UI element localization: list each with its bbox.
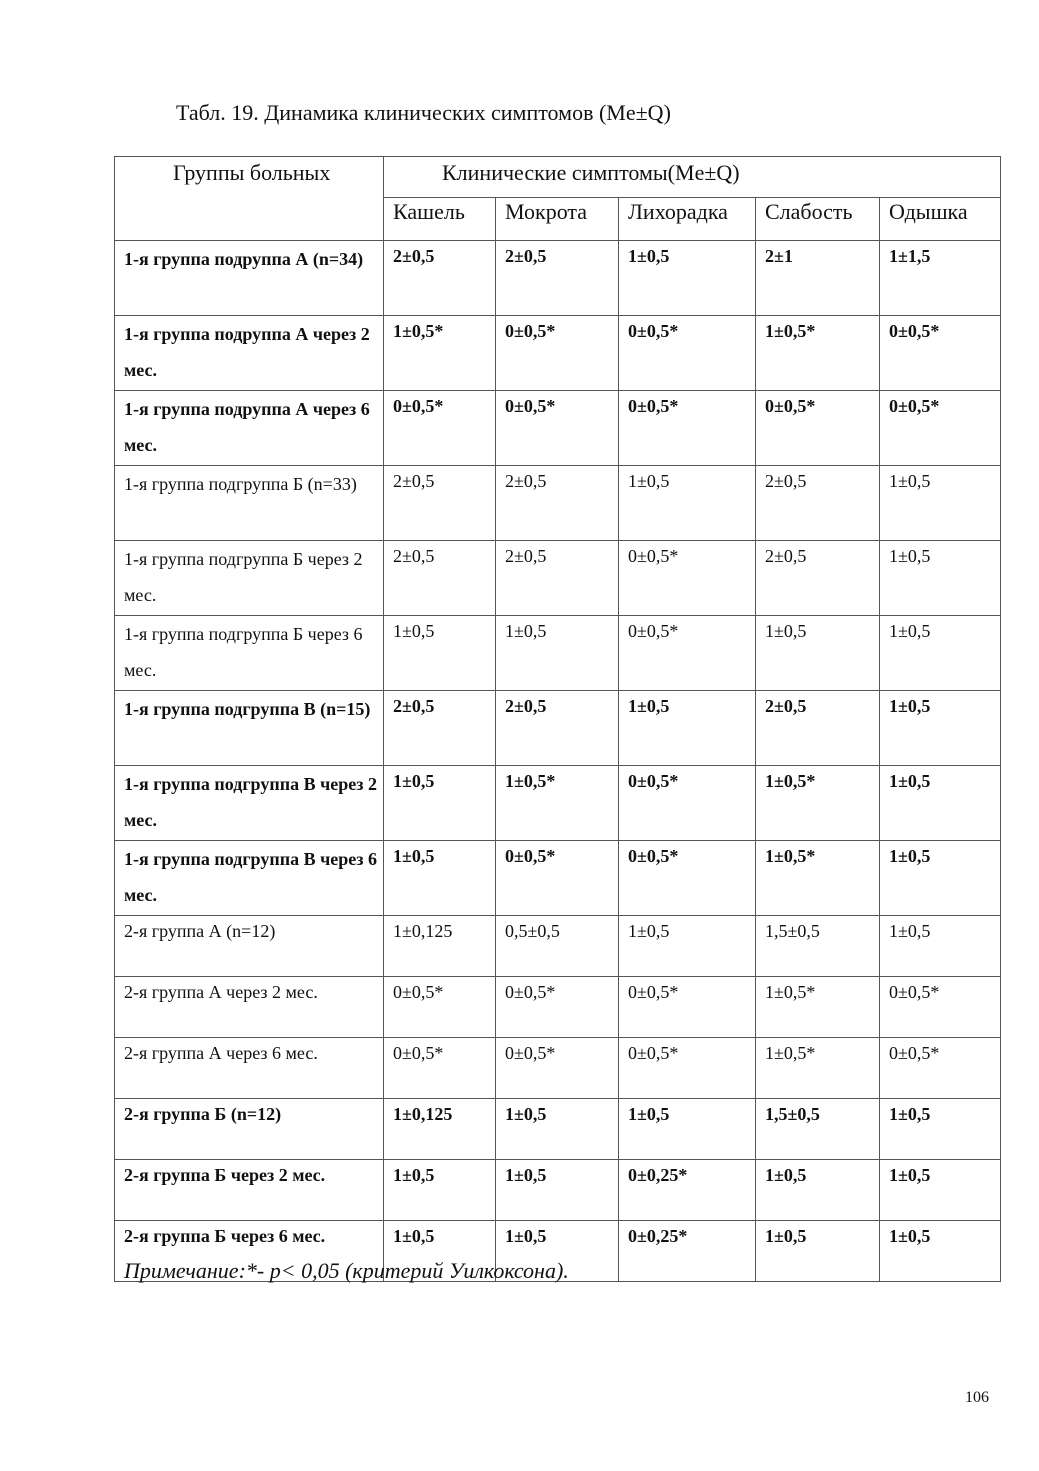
value-cell: 0±0,5* xyxy=(756,391,880,466)
value-cell: 0±0,5* xyxy=(880,977,1001,1038)
value-cell: 0±0,5* xyxy=(384,1038,496,1099)
value-cell: 1±0,5* xyxy=(384,316,496,391)
value-cell: 1±0,5 xyxy=(880,1221,1001,1282)
value-cell: 2±0,5 xyxy=(496,691,619,766)
value-cell: 2±0,5 xyxy=(384,691,496,766)
value-cell: 1±1,5 xyxy=(880,241,1001,316)
value-cell: 1±0,5 xyxy=(756,1160,880,1221)
value-cell: 1±0,5 xyxy=(619,466,756,541)
value-cell: 0±0,5* xyxy=(880,391,1001,466)
group-cell: 1-я группа подгруппа Б через 6 мес. xyxy=(115,616,384,691)
symptoms-table xyxy=(114,156,1001,1282)
table-row xyxy=(115,466,1001,541)
value-cell: 1±0,5 xyxy=(880,841,1001,916)
table-row xyxy=(115,616,1001,691)
group-cell: 2-я группа Б через 2 мес. xyxy=(115,1160,384,1221)
value-cell: 1±0,5 xyxy=(384,766,496,841)
value-cell: 2±0,5 xyxy=(384,241,496,316)
header-groups: Группы больных xyxy=(115,157,384,241)
value-cell: 0±0,5* xyxy=(619,616,756,691)
value-cell: 1±0,5 xyxy=(756,1221,880,1282)
value-cell: 1±0,5 xyxy=(880,766,1001,841)
group-cell: 2-я группа А через 2 мес. xyxy=(115,977,384,1038)
value-cell: 1±0,5* xyxy=(496,766,619,841)
value-cell: 1±0,5 xyxy=(619,691,756,766)
value-cell: 1±0,5 xyxy=(619,1099,756,1160)
value-cell: 0±0,5* xyxy=(619,541,756,616)
value-cell: 1±0,5 xyxy=(880,1160,1001,1221)
table-row xyxy=(115,977,1001,1038)
value-cell: 0±0,5* xyxy=(619,391,756,466)
value-cell: 1±0,5 xyxy=(880,466,1001,541)
value-cell: 1±0,5 xyxy=(880,616,1001,691)
group-cell: 1-я группа подгруппа В через 2 мес. xyxy=(115,766,384,841)
value-cell: 1±0,125 xyxy=(384,1099,496,1160)
value-cell: 1±0,5 xyxy=(384,616,496,691)
table-row xyxy=(115,691,1001,766)
table-row xyxy=(115,916,1001,977)
value-cell: 0±0,5* xyxy=(880,1038,1001,1099)
header-symptoms: Клинические симптомы(Me±Q) xyxy=(384,157,1001,198)
value-cell: 1±0,5 xyxy=(880,541,1001,616)
value-cell: 2±0,5 xyxy=(384,466,496,541)
value-cell: 2±0,5 xyxy=(496,541,619,616)
value-cell: 1±0,5 xyxy=(496,1160,619,1221)
value-cell: 1±0,5 xyxy=(756,616,880,691)
table-row xyxy=(115,391,1001,466)
group-cell: 2-я группа Б через 6 мес. xyxy=(115,1221,384,1282)
value-cell: 1±0,5* xyxy=(756,316,880,391)
value-cell: 0±0,5* xyxy=(496,977,619,1038)
table-row xyxy=(115,541,1001,616)
value-cell: 0±0,5* xyxy=(619,1038,756,1099)
value-cell: 1,5±0,5 xyxy=(756,916,880,977)
table-row xyxy=(115,1038,1001,1099)
value-cell: 2±0,5 xyxy=(756,541,880,616)
value-cell: 1±0,5 xyxy=(496,1221,619,1282)
table-caption: Табл. 19. Динамика клинических симптомов (Me±Q) xyxy=(176,100,671,125)
group-cell: 1-я группа подгруппа Б через 2 мес. xyxy=(115,541,384,616)
table-row xyxy=(115,1160,1001,1221)
value-cell: 2±0,5 xyxy=(496,466,619,541)
column-header: Одышка xyxy=(880,198,1001,241)
value-cell: 1±0,5 xyxy=(496,1099,619,1160)
value-cell: 0±0,5* xyxy=(496,841,619,916)
group-cell: 1-я группа подгруппа Б (n=33) xyxy=(115,466,384,541)
column-header: Слабость xyxy=(756,198,880,241)
value-cell: 0±0,5* xyxy=(496,316,619,391)
value-cell: 1±0,5* xyxy=(756,1038,880,1099)
value-cell: 0±0,5* xyxy=(619,766,756,841)
column-header: Лихорадка xyxy=(619,198,756,241)
table-row xyxy=(115,316,1001,391)
value-cell: 1±0,125 xyxy=(384,916,496,977)
value-cell: 0±0,5* xyxy=(619,316,756,391)
value-cell: 1±0,5 xyxy=(496,616,619,691)
value-cell: 1±0,5 xyxy=(880,1099,1001,1160)
table-row xyxy=(115,766,1001,841)
value-cell: 0±0,5* xyxy=(880,316,1001,391)
value-cell: 0±0,25* xyxy=(619,1160,756,1221)
value-cell: 1±0,5* xyxy=(756,766,880,841)
table-note: Примечание:*- p< 0,05 (критерий Уилкоксона). xyxy=(124,1258,569,1283)
value-cell: 1±0,5 xyxy=(384,1160,496,1221)
column-header: Кашель xyxy=(384,198,496,241)
value-cell: 0±0,5* xyxy=(384,977,496,1038)
column-header: Мокрота xyxy=(496,198,619,241)
value-cell: 2±0,5 xyxy=(496,241,619,316)
value-cell: 1±0,5 xyxy=(880,691,1001,766)
value-cell: 0±0,5* xyxy=(384,391,496,466)
group-cell: 2-я группа А через 6 мес. xyxy=(115,1038,384,1099)
group-cell: 1-я группа подгруппа В (n=15) xyxy=(115,691,384,766)
group-cell: 1-я группа подруппа А (n=34) xyxy=(115,241,384,316)
value-cell: 0±0,5* xyxy=(619,841,756,916)
table-row xyxy=(115,241,1001,316)
group-cell: 1-я группа подруппа А через 6 мес. xyxy=(115,391,384,466)
group-cell: 1-я группа подгруппа В через 6 мес. xyxy=(115,841,384,916)
value-cell: 1±0,5 xyxy=(880,916,1001,977)
value-cell: 1±0,5 xyxy=(619,916,756,977)
table-row xyxy=(115,1099,1001,1160)
value-cell: 2±0,5 xyxy=(384,541,496,616)
value-cell: 2±0,5 xyxy=(756,466,880,541)
value-cell: 1±0,5 xyxy=(384,841,496,916)
group-cell: 1-я группа подруппа А через 2 мес. xyxy=(115,316,384,391)
value-cell: 0,5±0,5 xyxy=(496,916,619,977)
page-number: 106 xyxy=(965,1389,989,1406)
value-cell: 0±0,5* xyxy=(496,1038,619,1099)
value-cell: 1±0,5* xyxy=(756,977,880,1038)
value-cell: 0±0,5* xyxy=(619,977,756,1038)
value-cell: 2±0,5 xyxy=(756,691,880,766)
table-row xyxy=(115,841,1001,916)
value-cell: 1±0,5* xyxy=(756,841,880,916)
value-cell: 0±0,5* xyxy=(496,391,619,466)
value-cell: 2±1 xyxy=(756,241,880,316)
value-cell: 0±0,25* xyxy=(619,1221,756,1282)
value-cell: 1±0,5 xyxy=(384,1221,496,1282)
group-cell: 2-я группа Б (n=12) xyxy=(115,1099,384,1160)
value-cell: 1±0,5 xyxy=(619,241,756,316)
value-cell: 1,5±0,5 xyxy=(756,1099,880,1160)
group-cell: 2-я группа А (n=12) xyxy=(115,916,384,977)
